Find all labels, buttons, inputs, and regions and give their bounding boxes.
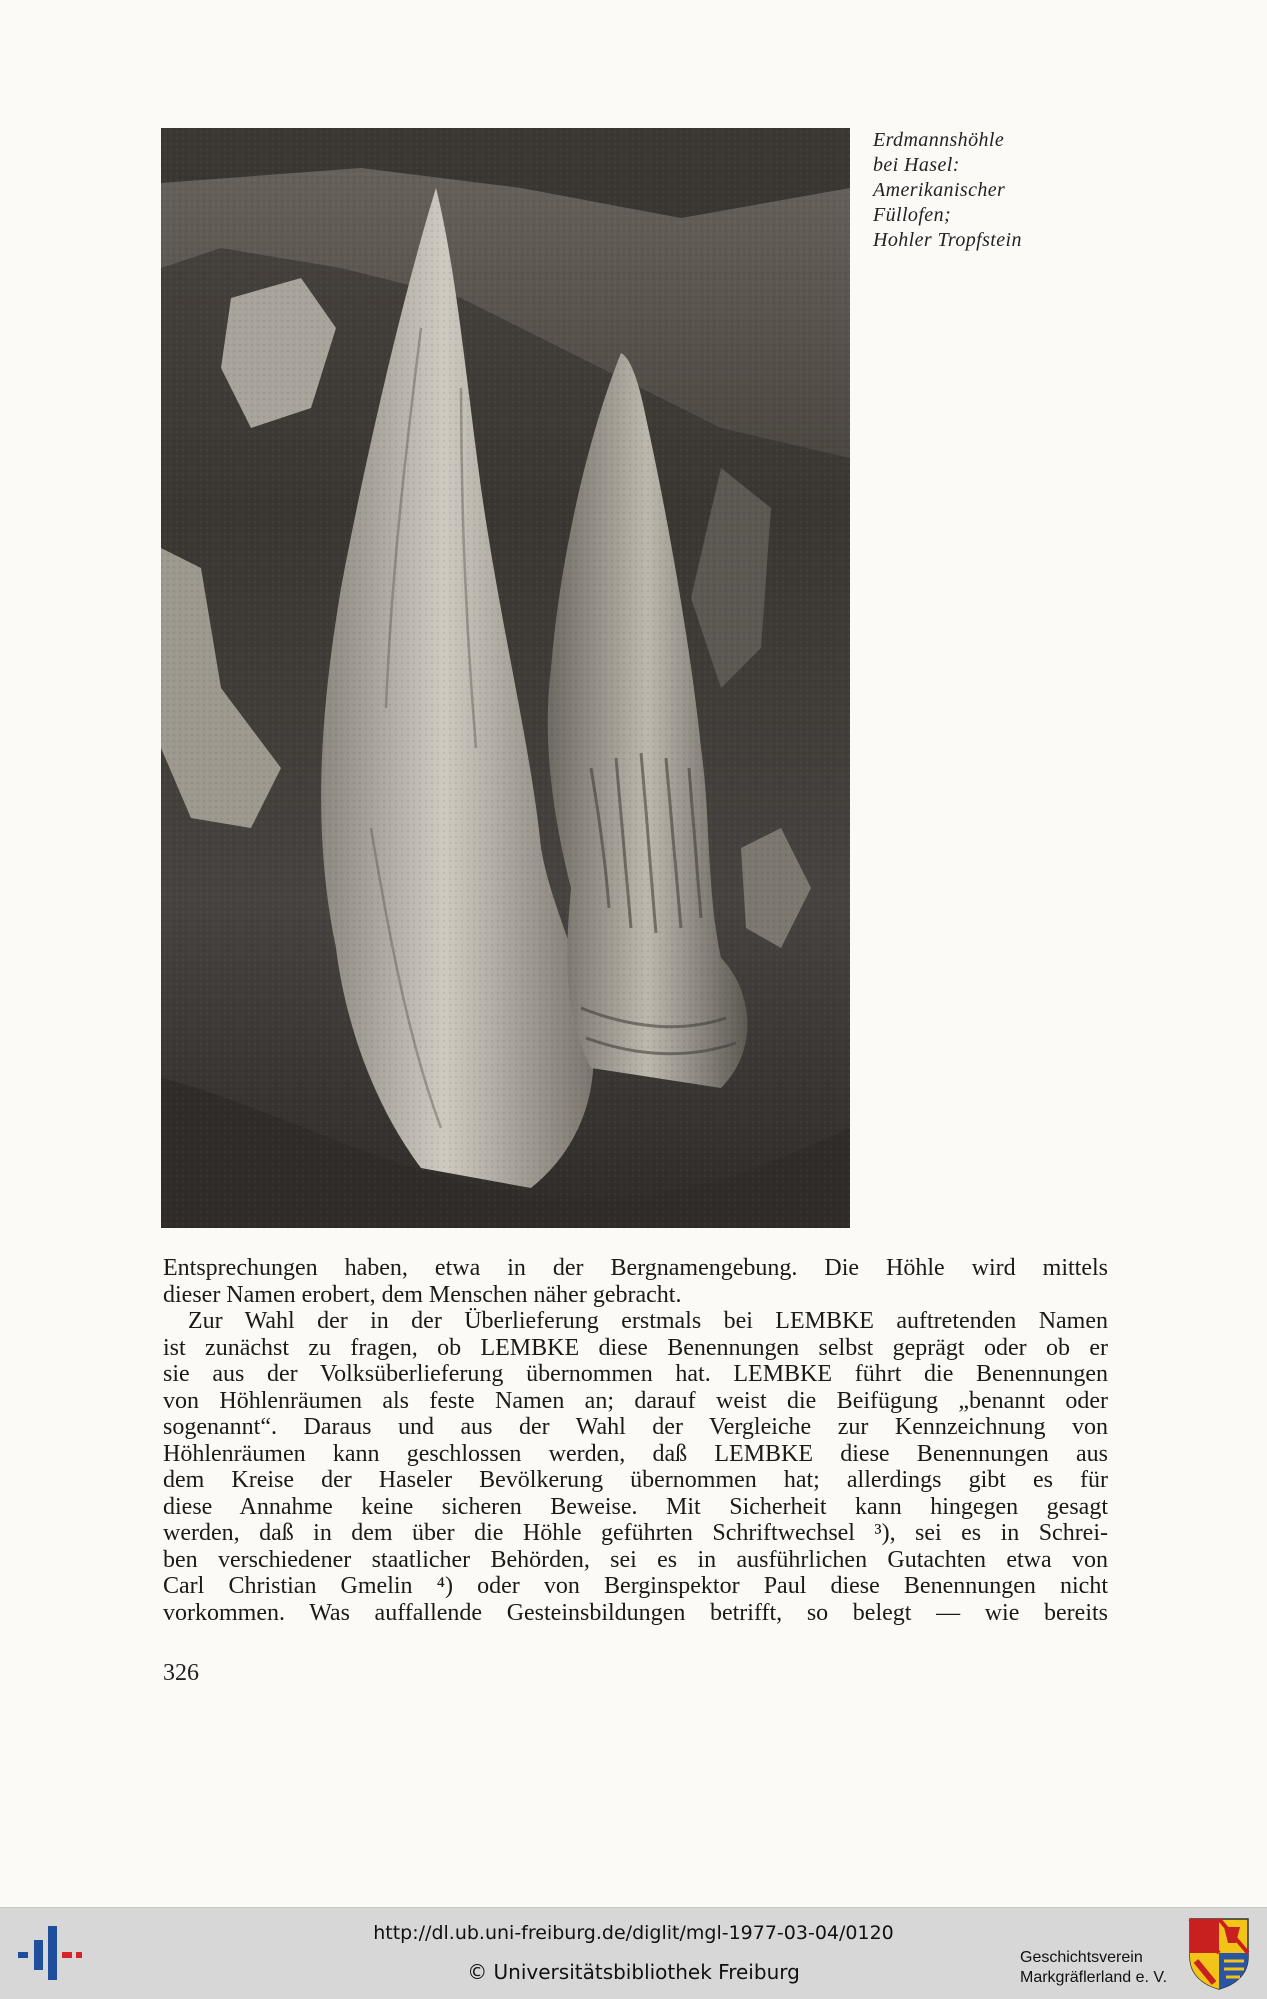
body-text xyxy=(163,1255,1108,1626)
paragraph-1 xyxy=(163,1255,1108,1308)
text-line: von Höhlenräumen als feste Namen an; darauf weist die Beifügung „benannt oder xyxy=(163,1387,1108,1414)
caption-line: bei Hasel: xyxy=(873,154,960,176)
text-line: dieser Namen erobert, dem Menschen näher gebracht. xyxy=(163,1281,682,1308)
document-url-link[interactable]: http://dl.ub.uni-freiburg.de/diglit/mgl-1977-03-04/0120 xyxy=(373,1922,894,1944)
copyright-notice: © Universitätsbibliothek Freiburg xyxy=(467,1960,800,1984)
text-line: sogenannt“. Daraus und aus der Wahl der Vergleiche zur Kennzeichnung von xyxy=(163,1414,1108,1440)
text-line: ist zunächst zu fragen, ob LEMBKE diese Benennungen selbst geprägt oder ob er xyxy=(163,1334,1108,1361)
footer-bar xyxy=(0,1907,1267,1999)
caption-line: Amerikanischer xyxy=(873,179,1006,201)
society-name-line: Markgräflerland e. V. xyxy=(1020,1969,1168,1986)
caption-line: Erdmannshöhle xyxy=(873,129,1005,151)
text-line: diese Annahme keine sicheren Beweise. Mit Sicherheit kann hingegen gesagt xyxy=(163,1493,1108,1520)
text-line: Zur Wahl der in der Überlieferung erstmals bei LEMBKE auftretenden Namen xyxy=(188,1308,1108,1334)
text-line: dem Kreise der Haseler Bevölkerung übernommen hat; allerdings gibt es für xyxy=(163,1467,1108,1493)
text-line: Carl Christian Gmelin ⁴) oder von Berginspektor Paul diese Benennungen nicht xyxy=(163,1573,1108,1599)
page-number: 326 xyxy=(163,1660,199,1686)
society-name xyxy=(1020,1948,1190,1988)
text-line: Höhlenräumen kann geschlossen werden, daß LEMBKE diese Benennungen aus xyxy=(163,1440,1108,1467)
text-line: Entsprechungen haben, etwa in der Bergnamengebung. Die Höhle wird mittels xyxy=(163,1255,1108,1281)
society-name-line: Geschichtsverein xyxy=(1020,1949,1143,1966)
paragraph-2 xyxy=(163,1308,1108,1626)
text-line: werden, daß in dem über die Höhle geführten Schriftwechsel ³), sei es in Schrei- xyxy=(163,1520,1108,1546)
caption-line: Füllofen; xyxy=(873,204,952,226)
cave-photograph xyxy=(161,128,850,1228)
stalagmite-image xyxy=(161,128,850,1228)
caption-line: Hohler Tropfstein xyxy=(873,229,1022,251)
coat-of-arms-icon xyxy=(1188,1917,1250,1991)
text-line: vorkommen. Was auffallende Gesteinsbildungen betrifft, so belegt — wie bereits xyxy=(163,1599,1108,1626)
photo-caption xyxy=(873,128,1073,253)
text-line: sie aus der Volksüberlieferung übernommen hat. LEMBKE führt die Benennungen xyxy=(163,1361,1108,1387)
text-line: ben verschiedener staatlicher Behörden, sei es in ausführlichen Gutachten etwa von xyxy=(163,1546,1108,1573)
